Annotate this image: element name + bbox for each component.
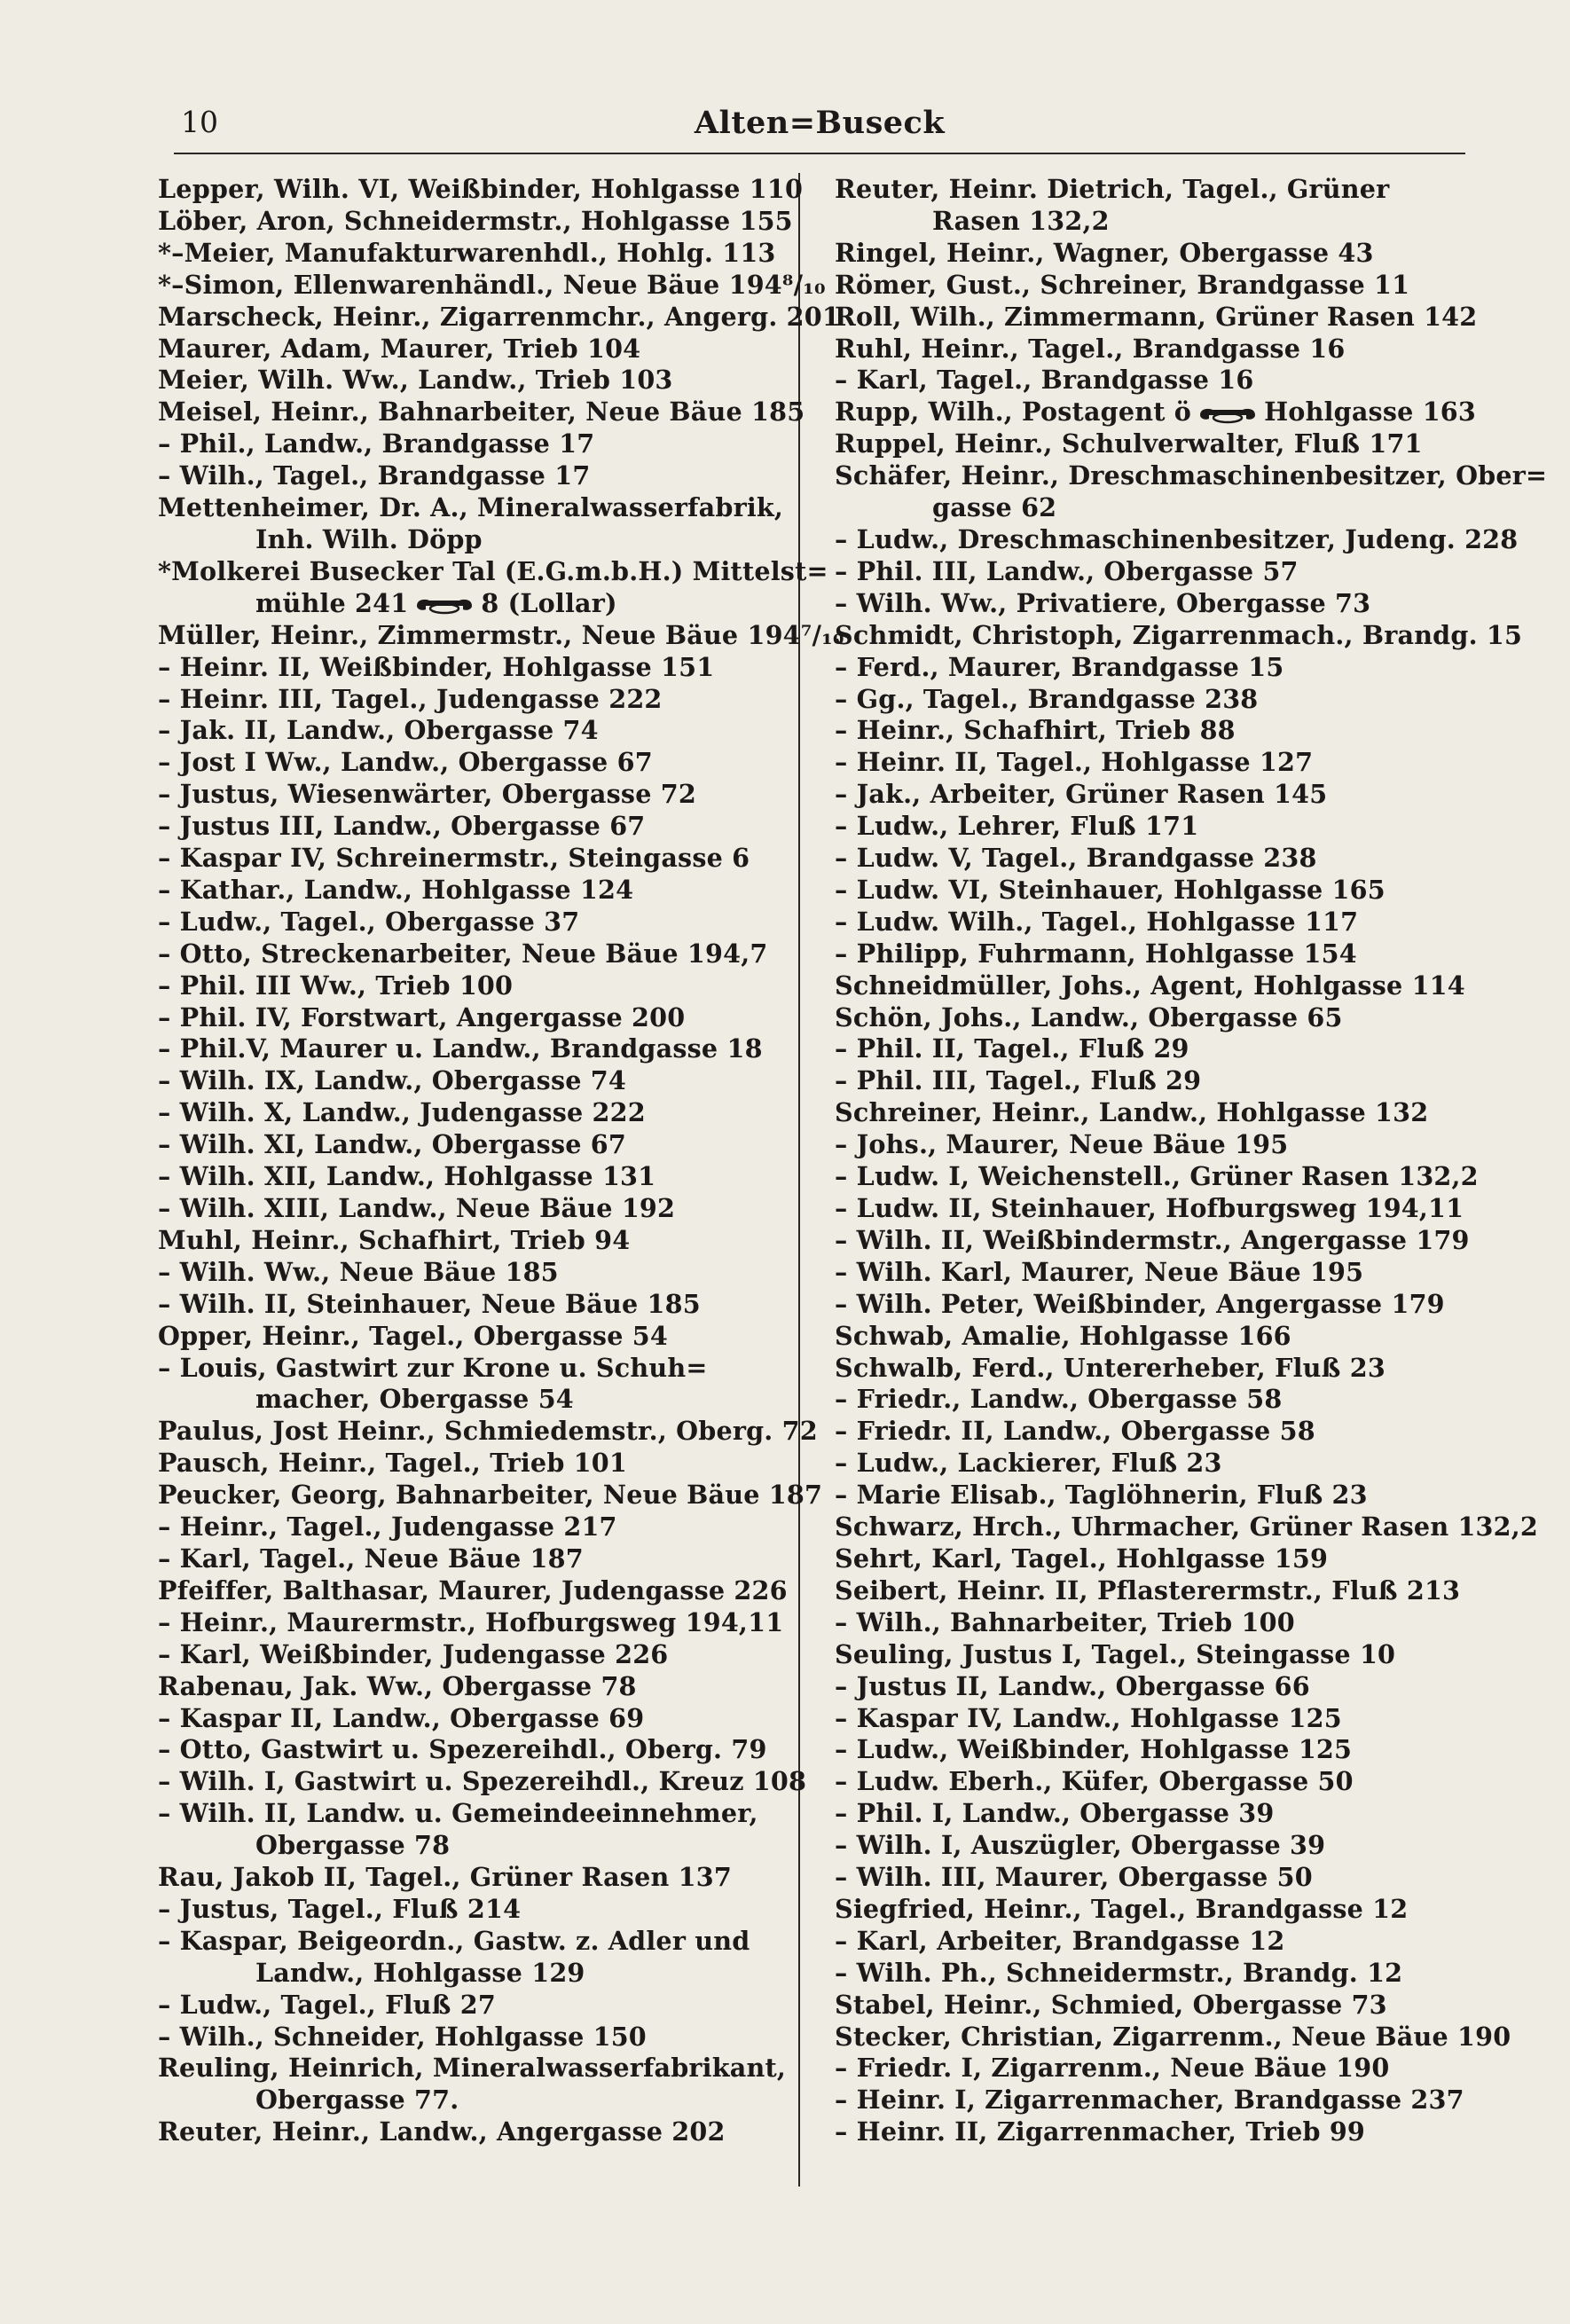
directory-entry: – Ludw. I, Weichenstell., Grüner Rasen 132,2	[835, 1161, 1479, 1192]
directory-entry: Opper, Heinr., Tagel., Obergasse 54	[158, 1320, 668, 1351]
directory-entry: Mettenheimer, Dr. A., Mineralwasserfabrik,	[158, 492, 784, 523]
directory-entry: Rabenau, Jak. Ww., Obergasse 78	[158, 1670, 637, 1701]
directory-entry: – Wilh. II, Landw. u. Gemeindeeinnehmer,	[158, 1798, 758, 1829]
directory-entry: – Heinr. III, Tagel., Judengasse 222	[158, 683, 663, 714]
directory-entry: – Wilh., Schneider, Hohlgasse 150	[158, 2021, 647, 2052]
directory-entry: – Wilh. I, Gastwirt u. Spezereihdl., Kreuz 108	[158, 1766, 807, 1797]
directory-entry: *Molkerei Busecker Tal (E.G.m.b.H.) Mittelst=	[158, 555, 828, 586]
directory-entry: – Karl, Arbeiter, Brandgasse 12	[835, 1925, 1285, 1956]
directory-entry	[835, 396, 1476, 428]
entry-continuation: Rasen 132,2	[932, 205, 1110, 236]
directory-entry: Ruppel, Heinr., Schulverwalter, Fluß 171	[835, 428, 1423, 459]
directory-entry: – Wilh. XII, Landw., Hohlgasse 131	[158, 1161, 656, 1192]
directory-entry: Reuter, Heinr. Dietrich, Tagel., Grüner	[835, 174, 1390, 204]
directory-entry: – Ludw., Tagel., Obergasse 37	[158, 906, 580, 937]
column-divider	[798, 173, 800, 2187]
directory-entry: – Kaspar IV, Schreinermstr., Steingasse 6	[158, 843, 750, 874]
directory-entry: – Ludw. II, Steinhauer, Hofburgsweg 194,11	[835, 1193, 1464, 1223]
entry-text: Rupp, Wilh., Postagent ö	[835, 396, 1192, 428]
directory-entry: Muhl, Heinr., Schafhirt, Trieb 94	[158, 1224, 631, 1255]
directory-entry: – Wilh., Tagel., Brandgasse 17	[158, 460, 591, 491]
directory-entry: – Philipp, Fuhrmann, Hohlgasse 154	[835, 938, 1357, 969]
directory-entry: – Ludw., Dreschmaschinenbesitzer, Judeng. 228	[835, 523, 1519, 554]
entry-continuation: macher, Obergasse 54	[255, 1384, 574, 1415]
directory-entry: Reuter, Heinr., Landw., Angergasse 202	[158, 2116, 726, 2147]
directory-entry: – Kaspar, Beigeordn., Gastw. z. Adler und	[158, 1925, 750, 1956]
entry-text: mühle 241	[255, 587, 409, 618]
directory-entry: Schmidt, Christoph, Zigarrenmach., Brandg. 15	[835, 619, 1523, 650]
directory-entry: Peucker, Georg, Bahnarbeiter, Neue Bäue 187	[158, 1480, 823, 1511]
directory-entry: Römer, Gust., Schreiner, Brandgasse 11	[835, 269, 1410, 300]
directory-entry: Schwalb, Ferd., Untererheber, Fluß 23	[835, 1352, 1386, 1383]
directory-entry: – Justus, Wiesenwärter, Obergasse 72	[158, 779, 696, 810]
directory-entry: – Otto, Gastwirt u. Spezereihdl., Oberg. 79	[158, 1734, 767, 1765]
entry-text: Hohlgasse 163	[1264, 396, 1476, 428]
directory-entry: – Ferd., Maurer, Brandgasse 15	[835, 651, 1284, 682]
telephone-receiver-icon	[1197, 404, 1259, 424]
directory-entry: – Phil. III, Tagel., Fluß 29	[835, 1065, 1202, 1096]
directory-entry: Siegfried, Heinr., Tagel., Brandgasse 12	[835, 1893, 1409, 1924]
directory-entry: Müller, Heinr., Zimmermstr., Neue Bäue 194⁷/₁₀	[158, 619, 844, 650]
directory-entry: Meier, Wilh. Ww., Landw., Trieb 103	[158, 365, 673, 396]
directory-entry: – Wilh. I, Auszügler, Obergasse 39	[835, 1830, 1326, 1861]
directory-entry: – Otto, Streckenarbeiter, Neue Bäue 194,7	[158, 938, 768, 969]
directory-entry: – Ludw., Tagel., Fluß 27	[158, 1989, 496, 2020]
right-column	[835, 174, 1548, 2148]
directory-entry: Schreiner, Heinr., Landw., Hohlgasse 132	[835, 1097, 1429, 1128]
directory-entry: Schwarz, Hrch., Uhrmacher, Grüner Rasen 132,2	[835, 1511, 1538, 1543]
page-header	[174, 105, 1465, 147]
directory-entry: – Heinr. I, Zigarrenmacher, Brandgasse 237	[835, 2085, 1464, 2116]
directory-entry: – Heinr. II, Weißbinder, Hohlgasse 151	[158, 651, 715, 682]
directory-entry: – Friedr., Landw., Obergasse 58	[835, 1384, 1283, 1415]
directory-entry: Schön, Johs., Landw., Obergasse 65	[835, 1001, 1343, 1032]
entry-continuation: Obergasse 78	[255, 1830, 451, 1861]
directory-entry: – Phil., Landw., Brandgasse 17	[158, 428, 595, 459]
directory-entry: – Louis, Gastwirt zur Krone u. Schuh=	[158, 1352, 708, 1383]
directory-entry: – Ludw., Lehrer, Fluß 171	[835, 811, 1199, 842]
directory-entry: – Wilh. Karl, Maurer, Neue Bäue 195	[835, 1256, 1364, 1287]
directory-entry: – Wilh. Peter, Weißbinder, Angergasse 179	[835, 1288, 1445, 1319]
directory-entry: – Heinr., Tagel., Judengasse 217	[158, 1511, 617, 1543]
directory-entry: Sehrt, Karl, Tagel., Hohlgasse 159	[835, 1543, 1329, 1574]
entry-continuation: Landw., Hohlgasse 129	[255, 1957, 585, 1988]
directory-entry: – Wilh. III, Maurer, Obergasse 50	[835, 1862, 1313, 1893]
header-rule	[174, 153, 1465, 154]
entry-text: 8 (Lollar)	[481, 587, 617, 618]
directory-entry: – Heinr., Maurermstr., Hofburgsweg 194,11	[158, 1606, 784, 1637]
directory-entry: – Ludw. V, Tagel., Brandgasse 238	[835, 843, 1317, 874]
directory-entry: – Karl, Tagel., Neue Bäue 187	[158, 1543, 584, 1574]
directory-entry: *–Simon, Ellenwarenhändl., Neue Bäue 194⁸/₁₀	[158, 269, 826, 300]
directory-entry: Stabel, Heinr., Schmied, Obergasse 73	[835, 1989, 1387, 2020]
directory-entry: Schneidmüller, Johs., Agent, Hohlgasse 114	[835, 970, 1465, 1001]
directory-entry: – Wilh. Ww., Privatiere, Obergasse 73	[835, 587, 1371, 618]
directory-entry: – Kaspar IV, Landw., Hohlgasse 125	[835, 1702, 1342, 1733]
directory-entry: Marscheck, Heinr., Zigarrenmchr., Angerg. 201	[158, 301, 840, 332]
directory-entry: – Jost I Ww., Landw., Obergasse 67	[158, 747, 653, 778]
directory-entry: Paulus, Jost Heinr., Schmiedemstr., Oberg. 72	[158, 1416, 818, 1447]
directory-entry: – Ludw., Weißbinder, Hohlgasse 125	[835, 1734, 1353, 1765]
directory-entry: Pfeiffer, Balthasar, Maurer, Judengasse 226	[158, 1574, 788, 1606]
directory-entry: – Marie Elisab., Taglöhnerin, Fluß 23	[835, 1480, 1368, 1511]
entry-continuation: gasse 62	[932, 492, 1057, 523]
directory-entry: Ruhl, Heinr., Tagel., Brandgasse 16	[835, 333, 1346, 364]
directory-entry: – Jak., Arbeiter, Grüner Rasen 145	[835, 779, 1328, 810]
page-number: 10	[181, 105, 218, 139]
left-column	[158, 174, 844, 2148]
directory-entry: Meisel, Heinr., Bahnarbeiter, Neue Bäue 185	[158, 396, 805, 428]
directory-entry: – Heinr. II, Tagel., Hohlgasse 127	[835, 747, 1314, 778]
directory-entry: – Heinr. II, Zigarrenmacher, Trieb 99	[835, 2116, 1366, 2147]
entry-continuation: Inh. Wilh. Döpp	[255, 523, 483, 554]
directory-entry: Schäfer, Heinr., Dreschmaschinenbesitzer, Ober=	[835, 460, 1548, 491]
directory-entry: – Wilh. II, Weißbindermstr., Angergasse 179	[835, 1224, 1470, 1255]
directory-entry: – Johs., Maurer, Neue Bäue 195	[835, 1129, 1289, 1160]
directory-entry: – Karl, Tagel., Brandgasse 16	[835, 365, 1254, 396]
directory-entry: – Wilh. II, Steinhauer, Neue Bäue 185	[158, 1288, 701, 1319]
directory-entry: – Phil. II, Tagel., Fluß 29	[835, 1033, 1189, 1064]
directory-entry: – Kaspar II, Landw., Obergasse 69	[158, 1702, 645, 1733]
directory-entry: Roll, Wilh., Zimmermann, Grüner Rasen 142	[835, 301, 1478, 332]
directory-entry: *–Meier, Manufakturwarenhdl., Hohlg. 113	[158, 237, 776, 268]
directory-entry: – Phil. I, Landw., Obergasse 39	[835, 1798, 1275, 1829]
directory-entry: – Ludw., Lackierer, Fluß 23	[835, 1448, 1222, 1479]
directory-entry: Reuling, Heinrich, Mineralwasserfabrikant,	[158, 2053, 787, 2084]
directory-entry: Seibert, Heinr. II, Pflasterermstr., Fluß 213	[835, 1574, 1461, 1606]
directory-entry: – Justus III, Landw., Obergasse 67	[158, 811, 646, 842]
directory-entry: Pausch, Heinr., Tagel., Trieb 101	[158, 1448, 627, 1479]
directory-entry: – Wilh. Ww., Neue Bäue 185	[158, 1256, 559, 1287]
telephone-receiver-icon	[413, 595, 475, 615]
entry-continuation: Obergasse 77.	[255, 2085, 459, 2116]
directory-entry: Maurer, Adam, Maurer, Trieb 104	[158, 333, 641, 364]
directory-entry: – Wilh. XI, Landw., Obergasse 67	[158, 1129, 626, 1160]
directory-entry: – Wilh., Bahnarbeiter, Trieb 100	[835, 1606, 1295, 1637]
directory-entry: – Phil. III Ww., Trieb 100	[158, 970, 514, 1001]
directory-entry: Lepper, Wilh. VI, Weißbinder, Hohlgasse 110	[158, 174, 804, 204]
directory-entry: Löber, Aron, Schneidermstr., Hohlgasse 155	[158, 205, 793, 236]
directory-entry: – Justus II, Landw., Obergasse 66	[835, 1670, 1310, 1701]
directory-entry: – Friedr. II, Landw., Obergasse 58	[835, 1416, 1315, 1447]
directory-entry: – Ludw. VI, Steinhauer, Hohlgasse 165	[835, 874, 1386, 905]
directory-entry: – Ludw. Wilh., Tagel., Hohlgasse 117	[835, 906, 1359, 937]
directory-entry: – Phil. IV, Forstwart, Angergasse 200	[158, 1001, 686, 1032]
directory-entry: Ringel, Heinr., Wagner, Obergasse 43	[835, 237, 1374, 268]
directory-entry: – Wilh. IX, Landw., Obergasse 74	[158, 1065, 626, 1096]
directory-entry: Schwab, Amalie, Hohlgasse 166	[835, 1320, 1291, 1351]
directory-entry: Seuling, Justus I, Tagel., Steingasse 10	[835, 1638, 1396, 1669]
directory-entry: – Kathar., Landw., Hohlgasse 124	[158, 874, 634, 905]
directory-entry: – Ludw. Eberh., Küfer, Obergasse 50	[835, 1766, 1354, 1797]
directory-entry: – Wilh. X, Landw., Judengasse 222	[158, 1097, 646, 1128]
running-title: Alten=Buseck	[694, 105, 946, 141]
directory-entry: – Wilh. Ph., Schneidermstr., Brandg. 12	[835, 1957, 1403, 1988]
directory-entry: – Karl, Weißbinder, Judengasse 226	[158, 1638, 669, 1669]
directory-entry: Rau, Jakob II, Tagel., Grüner Rasen 137	[158, 1862, 732, 1893]
directory-entry: – Wilh. XIII, Landw., Neue Bäue 192	[158, 1193, 676, 1223]
entry-continuation	[158, 588, 798, 620]
directory-entry: – Friedr. I, Zigarrenm., Neue Bäue 190	[835, 2053, 1390, 2084]
directory-entry: – Phil.V, Maurer u. Landw., Brandgasse 18	[158, 1033, 763, 1064]
directory-entry: – Jak. II, Landw., Obergasse 74	[158, 715, 599, 746]
directory-entry: – Gg., Tagel., Brandgasse 238	[835, 683, 1259, 714]
directory-entry: – Heinr., Schafhirt, Trieb 88	[835, 715, 1236, 746]
directory-entry: – Phil. III, Landw., Obergasse 57	[835, 555, 1299, 586]
directory-entry: – Justus, Tagel., Fluß 214	[158, 1893, 522, 1924]
directory-entry: Stecker, Christian, Zigarrenm., Neue Bäue 190	[835, 2021, 1511, 2052]
